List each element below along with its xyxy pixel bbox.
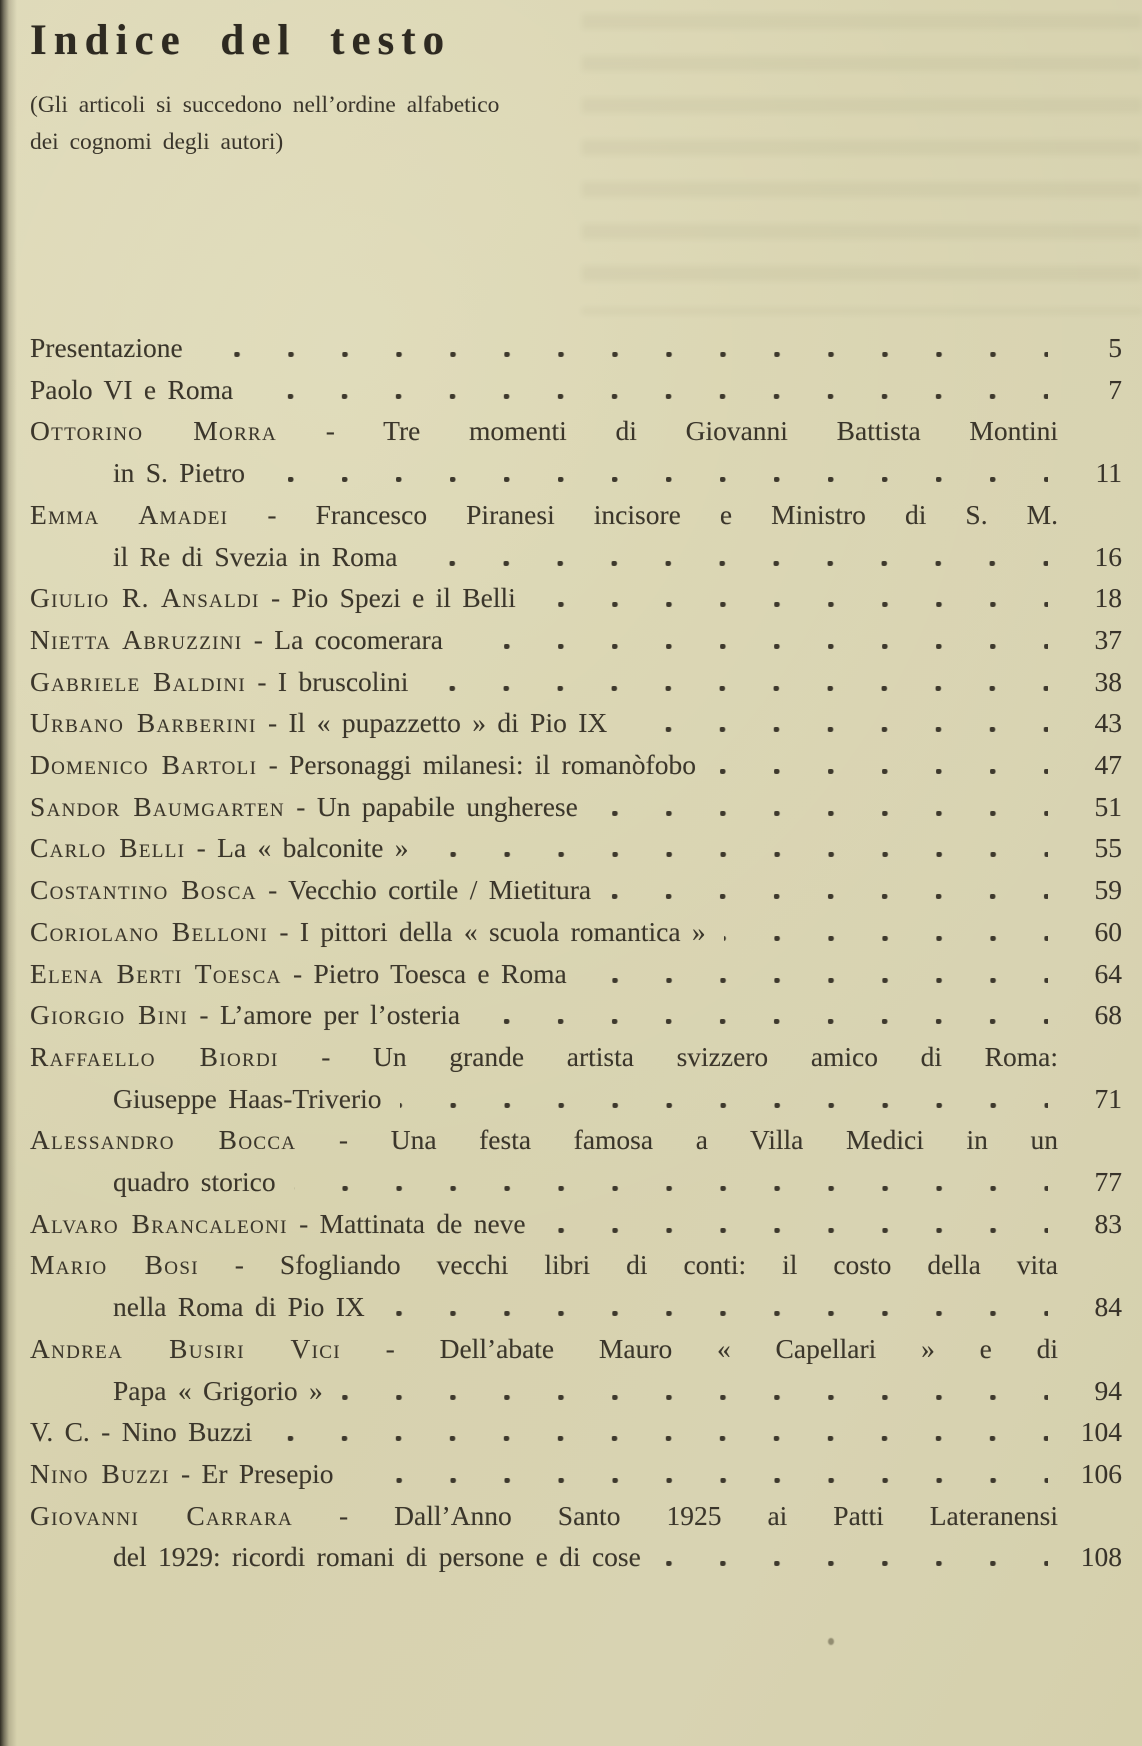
toc-title-text: Papa « Grigorio » (113, 1374, 323, 1406)
toc-entry-text (30, 1286, 365, 1328)
page-number: 77 (1094, 1166, 1122, 1198)
toc-author: Giovanni Carrara (30, 1499, 294, 1531)
toc-author: Domenico Bartoli (30, 749, 258, 781)
toc-author: Andrea Busiri Vici (30, 1332, 341, 1364)
toc-line (30, 619, 1122, 661)
toc-title-text: - Il « pupazzetto » di Pio IX (256, 707, 608, 739)
toc-title-text: - Er Presepio (169, 1457, 334, 1489)
toc-entry-text (30, 869, 591, 911)
toc-author: Alvaro Brancaleoni (30, 1207, 288, 1239)
dot-leader (263, 477, 1048, 482)
dot-leader (609, 894, 1048, 899)
toc-entry-text (30, 1495, 1058, 1537)
toc-line (30, 827, 1122, 869)
toc-title-text: - L’amore per l’osteria (188, 999, 461, 1031)
toc-entry-text (30, 702, 607, 744)
toc-entry-text (30, 953, 567, 995)
toc-entry-text (30, 452, 245, 494)
page-number: 59 (1094, 874, 1122, 906)
toc-author: Elena Berti Toesca (30, 957, 282, 989)
toc-author: Coriolano Belloni (30, 915, 268, 947)
toc-author: Carlo Belli (30, 832, 186, 864)
dot-leader (426, 686, 1048, 691)
toc-title-text: - Un grande artista svizzero amico di Roma: (278, 1040, 1059, 1072)
toc-line (30, 994, 1122, 1036)
toc-entry-text (30, 494, 1058, 536)
page-number: 18 (1094, 582, 1122, 614)
toc-entry-text (30, 1078, 382, 1120)
dot-leader (400, 1103, 1048, 1108)
dot-leader (201, 352, 1048, 357)
toc-line (30, 1078, 1122, 1120)
toc-author: Ottorino Morra (30, 415, 278, 447)
dot-leader (352, 1478, 1048, 1483)
toc-line (30, 1119, 1122, 1161)
toc-entry-text (30, 619, 443, 661)
page-title: Indice del testo (30, 17, 452, 64)
toc-line (30, 953, 1122, 995)
page-number: 11 (1095, 457, 1122, 489)
page-number: 104 (1080, 1416, 1122, 1448)
toc-entry-text (30, 327, 183, 369)
toc-title-text: - Sfogliando vecchi libri di conti: il costo della vita (198, 1249, 1058, 1281)
toc-title-text: - Un papabile ungherese (284, 790, 578, 822)
dot-leader (294, 1186, 1048, 1191)
toc-entry-text (30, 1370, 323, 1412)
toc-line (30, 702, 1122, 744)
toc-author: Alessandro Bocca (30, 1124, 297, 1156)
toc-author: Emma Amadei (30, 498, 229, 530)
page-number: 60 (1094, 915, 1122, 947)
page-number: 108 (1080, 1541, 1122, 1573)
toc-entry-text (30, 827, 409, 869)
toc-entry-text (30, 744, 696, 786)
page-number: 68 (1094, 999, 1122, 1031)
toc-author: Costantino Bosca (30, 874, 257, 906)
page-number: 64 (1094, 957, 1122, 989)
toc-line (30, 1536, 1122, 1578)
toc-entry-text (30, 1203, 526, 1245)
toc-line (30, 786, 1122, 828)
toc-entry-text (30, 369, 233, 411)
toc-entry-text (30, 911, 706, 953)
dot-leader (714, 769, 1048, 774)
page-number: 55 (1094, 832, 1122, 864)
toc-line (30, 1453, 1122, 1495)
toc-entry-text (30, 1161, 276, 1203)
toc-entry-text (30, 1536, 641, 1578)
toc-author: Giulio R. Ansaldi (30, 582, 260, 614)
toc-author: Giorgio Bini (30, 999, 189, 1031)
toc-entry-text (30, 410, 1058, 452)
page-number: 94 (1094, 1374, 1122, 1406)
subtitle-line-1: (Gli articoli si succedono nell’ordine alfabetico (30, 92, 500, 118)
toc-author: Nietta Abruzzini (30, 623, 243, 655)
dot-leader (341, 1395, 1048, 1400)
toc-entry-text (30, 994, 460, 1036)
toc-line (30, 494, 1122, 536)
toc-entry-text (30, 1453, 334, 1495)
page-number: 37 (1094, 623, 1122, 655)
dot-leader (724, 936, 1048, 941)
toc-title-text: - I pittori della « scuola romantica » (267, 915, 706, 947)
subtitle-line-2: dei cognomi degli autori) (30, 129, 284, 155)
page-number: 84 (1094, 1291, 1122, 1323)
page-number: 7 (1108, 373, 1122, 405)
toc-author: Sandor Baumgarten (30, 790, 285, 822)
toc-title-text: - Francesco Piranesi incisore e Ministro di S. M. (228, 498, 1058, 530)
toc-line (30, 1411, 1122, 1453)
toc-line (30, 661, 1122, 703)
toc-title-text: Presentazione (30, 332, 183, 363)
toc-title-text: - Pietro Toesca e Roma (281, 957, 567, 989)
toc-title-text: quadro storico (113, 1166, 276, 1198)
toc-line (30, 536, 1122, 578)
page-number: 71 (1094, 1082, 1122, 1114)
page-number: 51 (1094, 790, 1122, 822)
toc-author: Raffaello Biordi (30, 1040, 279, 1072)
toc-line (30, 1328, 1122, 1370)
toc-line (30, 1244, 1122, 1286)
toc-entry-text (30, 1036, 1058, 1078)
toc-entry-text (30, 661, 408, 703)
dot-leader (427, 852, 1048, 857)
toc-title-text: - Una festa famosa a Villa Medici in un (296, 1124, 1058, 1156)
toc-author: Urbano Barberini (30, 707, 257, 739)
toc-line (30, 744, 1122, 786)
toc-author: Mario Bosi (30, 1249, 199, 1281)
toc-title-text: - La cocomerara (242, 623, 443, 655)
dot-leader (585, 978, 1048, 983)
toc-title-text: - Tre momenti di Giovanni Battista Montini (277, 415, 1058, 447)
toc-title-text: del 1929: ricordi romani di persone e di cose (113, 1541, 641, 1573)
toc-line (30, 452, 1122, 494)
page-number: 38 (1094, 665, 1122, 697)
toc-line (30, 869, 1122, 911)
toc-line (30, 911, 1122, 953)
toc-entry-text (30, 1411, 252, 1453)
toc-title-text: in S. Pietro (113, 457, 245, 489)
toc-title-text: Paolo VI e Roma (30, 373, 234, 405)
toc-author: Nino Buzzi (30, 1457, 170, 1489)
toc-title-text: Giuseppe Haas-Triverio (113, 1082, 382, 1114)
page-number: 5 (1108, 332, 1122, 363)
toc-title-text: - Personaggi milanesi: il romanòfobo (257, 749, 696, 781)
toc-entry-text (30, 1119, 1058, 1161)
toc-list (30, 327, 1122, 1578)
dot-leader (270, 1436, 1048, 1441)
dot-leader (251, 394, 1048, 399)
toc-title-text: - Pio Spezi e il Belli (259, 582, 516, 614)
subtitle (30, 87, 1122, 161)
toc-line (30, 410, 1122, 452)
dot-leader (659, 1561, 1048, 1566)
dot-leader (534, 602, 1048, 607)
toc-line (30, 1203, 1122, 1245)
page-number: 83 (1094, 1207, 1122, 1239)
toc-line (30, 1286, 1122, 1328)
page-number: 43 (1094, 707, 1122, 739)
page-number: 16 (1094, 540, 1122, 572)
page-number: 47 (1094, 749, 1122, 781)
toc-line (30, 327, 1122, 369)
toc-entry-text (30, 786, 578, 828)
toc-title-text: - Vecchio cortile / Mietitura (256, 874, 592, 906)
toc-entry-text (30, 536, 397, 578)
dot-leader (478, 1019, 1048, 1024)
toc-entry-text (30, 1328, 1058, 1370)
toc-title-text: V. C. - Nino Buzzi (30, 1416, 253, 1448)
toc-line (30, 577, 1122, 619)
dot-leader (415, 561, 1048, 566)
toc-entry-text (30, 577, 516, 619)
dot-leader (625, 727, 1048, 732)
toc-line (30, 1495, 1122, 1537)
toc-title-text: - La « balconite » (185, 832, 409, 864)
toc-line (30, 369, 1122, 411)
toc-line (30, 1036, 1122, 1078)
page-number: 106 (1080, 1457, 1122, 1489)
toc-title-text: - Dell’abate Mauro « Capellari » e di (340, 1332, 1058, 1364)
toc-title-text: il Re di Svezia in Roma (113, 540, 398, 572)
toc-line (30, 1161, 1122, 1203)
dot-leader (461, 644, 1048, 649)
dot-leader (596, 811, 1048, 816)
toc-title-text: - Mattinata de neve (287, 1207, 526, 1239)
toc-entry-text (30, 1244, 1058, 1286)
toc-author: Gabriele Baldini (30, 665, 247, 697)
toc-title-text: - Dall’Anno Santo 1925 ai Patti Lateranensi (293, 1499, 1058, 1531)
dot-leader (544, 1228, 1048, 1233)
toc-title-text: nella Roma di Pio IX (113, 1291, 365, 1323)
dot-leader (383, 1311, 1048, 1316)
toc-line (30, 1370, 1122, 1412)
toc-title-text: - I bruscolini (246, 665, 409, 697)
